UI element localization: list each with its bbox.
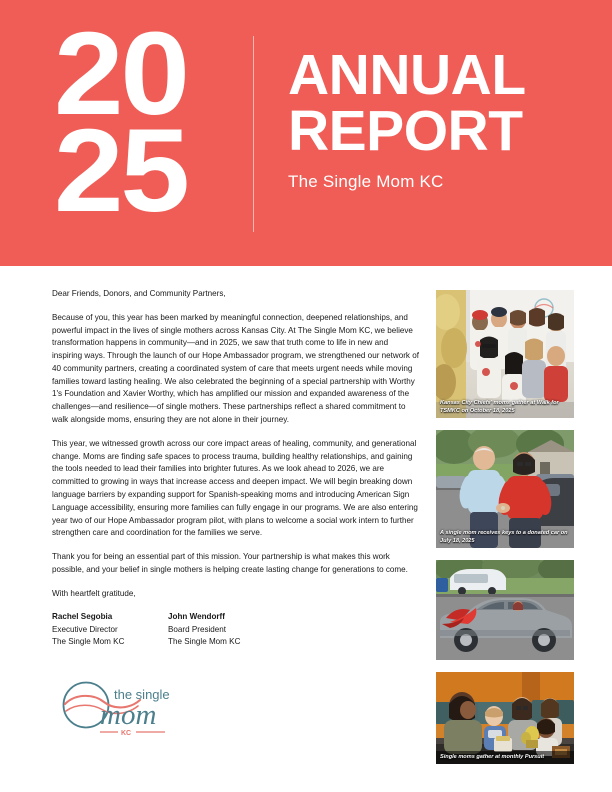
signature-john-wendorff: [168, 611, 284, 648]
report-header-band: [0, 0, 612, 266]
logo-word-kc: KC: [121, 730, 132, 737]
signature-role: Executive Director: [52, 624, 118, 634]
photo-caption: Kansas City Chiefs' moms gather at Walk for TSMKC on October 18, 2025: [440, 399, 559, 414]
logo-artwork: [52, 678, 202, 740]
letter-paragraph-2: This year, we witnessed growth across our core impact areas of healing, community, and generational change. Moms are finding safe spaces to process trauma, building healthy relationships, and gaining the tools needed to lead their families into brighter futures. As we look ahead to 2026, we are committed to growing in ways that increase access and deepen impact. We will begin breaking down language barriers by expanding support for Spanish-speaking moms and introducing American Sign Language accessibility, ensuring more families can fully engage in our programs. We are also entering year two of our Hope Ambassador program pilot, with plans to welcome a social work intern to further strengthen care and coordination for the families we serve.: [52, 438, 418, 538]
photo-car-keys: [436, 430, 574, 548]
signature-organization: The Single Mom KC: [52, 637, 125, 646]
photo-column: [436, 290, 574, 776]
report-year-bottom: 25: [54, 104, 187, 237]
report-title-line-2: REPORT: [288, 98, 523, 163]
photo-donated-car: [436, 560, 574, 660]
report-organization-subtitle: The Single Mom KC: [288, 171, 444, 191]
letter-paragraph-1: Because of you, this year has been marked by meaningful connection, deepened relationships, and powerful impact in the lives of single mothers across Kansas City. At The Single Mom KC, we believe transformation happens in community—and in 2025, we saw that truth come to life in new and inspiring ways. Through the launch of our Hope Ambassador program, we strengthened our network of 40 community partners, creating a coordinated system of care that meets urgent needs while moving families toward lasting healing. We also celebrated the beginning of a special partnership with Worthy 1's Foundation and Xavier Worthy, which has amplified our mission and expanded awareness of the challenges—and resilience—of single mothers. These partnerships reflect a shared commitment to walk alongside moms, ensuring they are not alone in their journey.: [52, 312, 419, 425]
logo-word-the-single: the single: [114, 687, 170, 702]
logo-word-mom: mom: [100, 699, 157, 731]
signature-block: [52, 611, 420, 648]
photo-monthly-pursuit: [436, 672, 574, 764]
letter-closing: With heartfelt gratitude,: [52, 588, 136, 598]
header-vertical-divider: [253, 36, 254, 232]
photo-caption: [436, 655, 574, 660]
signature-role: Board President: [168, 624, 227, 634]
photo-donated-car-image: [436, 560, 574, 660]
report-year-top: 20: [54, 8, 187, 140]
report-year: [54, 8, 244, 237]
photo-walk-tsmkc: [436, 290, 574, 418]
signature-organization: The Single Mom KC: [168, 637, 241, 646]
executive-letter: [52, 288, 420, 648]
report-title-line-1: ANNUAL: [288, 43, 526, 107]
signature-name: Rachel Segobia: [52, 612, 113, 622]
signature-name: John Wendorff: [168, 612, 225, 622]
letter-paragraph-3: Thank you for being an essential part of this mission. Your partnership is what makes this work possible, and your belief in single mothers is helping create lasting change for generations to come.: [52, 552, 408, 574]
photo-caption: A single mom receives keys to a donated car on July 18, 2025: [440, 529, 568, 544]
report-title-block: [288, 43, 588, 192]
the-single-mom-kc-logo: [52, 678, 202, 740]
signature-rachel-segobia: [52, 611, 168, 648]
letter-salutation: Dear Friends, Donors, and Community Partners,: [52, 289, 226, 298]
photo-caption: Single moms gather at monthly Pursuit: [436, 751, 574, 764]
